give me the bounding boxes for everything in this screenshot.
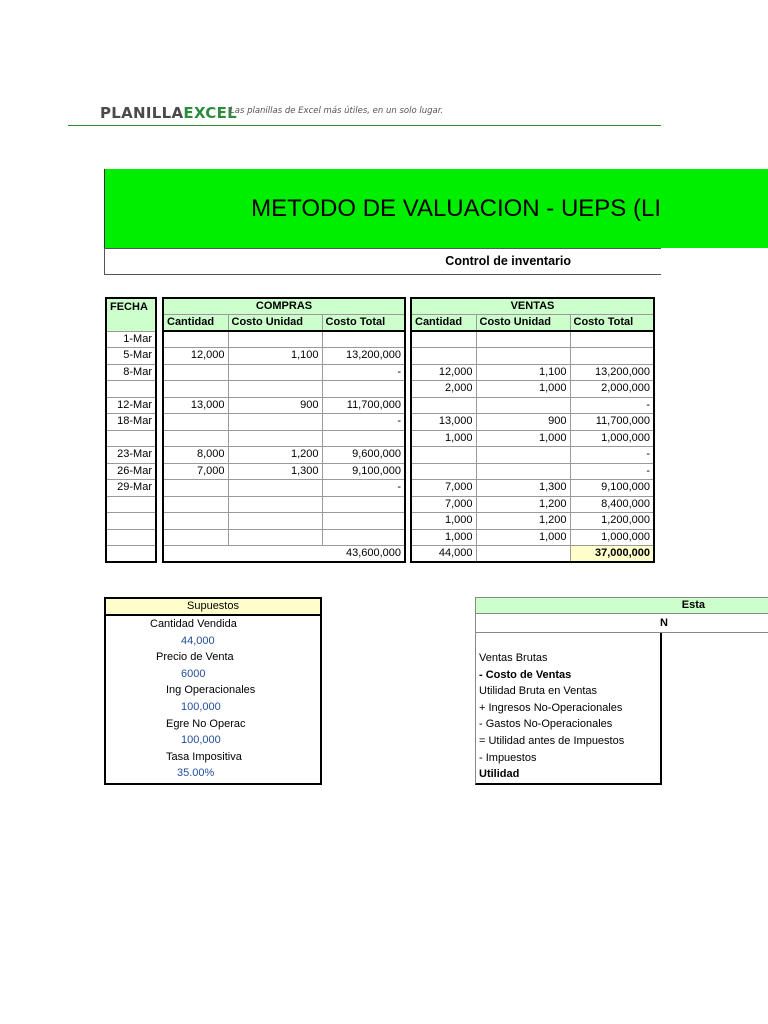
column-gap: [156, 447, 163, 464]
column-gap: [156, 397, 163, 414]
compras-costo-total-cell: [322, 430, 405, 447]
estado-title: Esta: [475, 597, 768, 614]
ing-operacionales-label: Ing Operacionales: [166, 684, 256, 697]
table-row: [106, 480, 405, 497]
estado-line: Utilidad: [479, 768, 520, 781]
brand-logo: [100, 104, 237, 122]
compras-cantidad-cell: [163, 480, 228, 497]
fecha-cell: 23-Mar: [106, 447, 156, 464]
compras-costo-total-header: Costo Total: [322, 315, 405, 332]
ventas-costo-unidad-cell: 1,300: [476, 480, 570, 497]
ventas-cantidad-header: Cantidad: [411, 315, 476, 332]
ventas-cantidad-cell: [411, 397, 476, 414]
ventas-cantidad-cell: 2,000: [411, 381, 476, 398]
table-row: [411, 397, 654, 414]
column-gap: [156, 430, 163, 447]
ventas-costo-total-header: Costo Total: [570, 315, 654, 332]
compras-costo-unidad-cell: [228, 430, 322, 447]
column-gap: [156, 513, 163, 530]
page-title: METODO DE VALUACION - UEPS (LI: [251, 195, 661, 222]
table-row: [106, 513, 405, 530]
compras-costo-total-cell: [322, 381, 405, 398]
table-row: [411, 331, 654, 348]
supuestos-panel: [104, 597, 322, 785]
fecha-cell: [106, 430, 156, 447]
compras-costo-total-cell: -: [322, 364, 405, 381]
compras-costo-total-cell: 9,100,000: [322, 463, 405, 480]
ventas-cantidad-cell: 1,000: [411, 430, 476, 447]
table-row: [106, 397, 405, 414]
ventas-costo-total-cell: -: [570, 447, 654, 464]
compras-total-cell: 43,600,000: [163, 546, 405, 563]
ventas-costo-unidad-cell: [476, 331, 570, 348]
ventas-costo-total-cell: 8,400,000: [570, 496, 654, 513]
ventas-costo-total-cell: 2,000,000: [570, 381, 654, 398]
brand-logo-part2: EXCEL: [183, 104, 238, 122]
ventas-cantidad-total-cell: 44,000: [411, 546, 476, 563]
table-row: [411, 529, 654, 546]
compras-costo-unidad-cell: 1,100: [228, 348, 322, 365]
table-row: [411, 463, 654, 480]
ventas-costo-total-cell: 1,000,000: [570, 430, 654, 447]
compras-cantidad-cell: [163, 513, 228, 530]
compras-cantidad-cell: 8,000: [163, 447, 228, 464]
table-row: [106, 496, 405, 513]
table-row: [411, 513, 654, 530]
column-gap: [156, 331, 163, 348]
egre-no-operac-label: Egre No Operac: [166, 717, 246, 730]
compras-costo-total-cell: [322, 496, 405, 513]
ventas-cantidad-cell: 1,000: [411, 513, 476, 530]
compras-cantidad-cell: 13,000: [163, 397, 228, 414]
compras-costo-total-cell: 11,700,000: [322, 397, 405, 414]
column-gap: [156, 546, 163, 563]
compras-cantidad-header: Cantidad: [163, 315, 228, 332]
tasa-impositiva-value: 35.00%: [177, 767, 215, 780]
compras-costo-unidad-cell: 900: [228, 397, 322, 414]
compras-table: [105, 297, 406, 563]
ing-operacionales-value: 100,000: [181, 700, 221, 713]
fecha-cell: 8-Mar: [106, 364, 156, 381]
compras-costo-unidad-cell: [228, 331, 322, 348]
compras-cantidad-cell: [163, 331, 228, 348]
ventas-costo-total-cell: -: [570, 463, 654, 480]
compras-costo-unidad-cell: 1,200: [228, 447, 322, 464]
supuestos-title: Supuestos: [106, 599, 320, 616]
ventas-costo-unidad-cell: 1,100: [476, 364, 570, 381]
ventas-costo-unidad-cell: 1,000: [476, 430, 570, 447]
ventas-cantidad-cell: 7,000: [411, 496, 476, 513]
cantidad-vendida-value: 44,000: [181, 634, 215, 647]
ventas-costo-unidad-cell: 1,000: [476, 529, 570, 546]
ventas-header: VENTAS: [411, 298, 654, 315]
egre-no-operac-value: 100,000: [181, 734, 221, 747]
column-gap: [156, 364, 163, 381]
ventas-total-cell: 37,000,000: [570, 546, 654, 563]
totals-row: [106, 546, 405, 563]
header-divider: [68, 125, 661, 126]
ventas-cantidad-cell: [411, 331, 476, 348]
estado-line: - Costo de Ventas: [479, 668, 572, 681]
ventas-costo-total-cell: 1,000,000: [570, 529, 654, 546]
table-row: [411, 364, 654, 381]
compras-cantidad-cell: [163, 364, 228, 381]
compras-costo-total-cell: 13,200,000: [322, 348, 405, 365]
ventas-costo-total-cell: 1,200,000: [570, 513, 654, 530]
table-row: [106, 430, 405, 447]
ventas-costo-unidad-cell: [476, 348, 570, 365]
ventas-costo-unidad-cell: 1,200: [476, 496, 570, 513]
page-subtitle: Control de inventario: [104, 248, 661, 275]
compras-cantidad-cell: [163, 414, 228, 431]
column-gap: [156, 348, 163, 365]
ventas-costo-unidad-cell: [476, 447, 570, 464]
ventas-costo-unidad-cell: 1,200: [476, 513, 570, 530]
column-gap: [156, 414, 163, 431]
estado-line: + Ingresos No-Operacionales: [479, 701, 623, 714]
ventas-costo-total-cell: [570, 348, 654, 365]
ventas-costo-total-cell: 11,700,000: [570, 414, 654, 431]
column-gap: [156, 496, 163, 513]
fecha-cell: 26-Mar: [106, 463, 156, 480]
table-row: [411, 381, 654, 398]
fecha-cell: [106, 529, 156, 546]
table-row: [411, 480, 654, 497]
ventas-cantidad-cell: 7,000: [411, 480, 476, 497]
fecha-cell: 18-Mar: [106, 414, 156, 431]
compras-costo-total-cell: -: [322, 414, 405, 431]
ventas-costo-total-cell: 13,200,000: [570, 364, 654, 381]
compras-costo-unidad-cell: [228, 364, 322, 381]
estado-line: - Gastos No-Operacionales: [479, 718, 613, 731]
precio-venta-label: Precio de Venta: [156, 651, 234, 664]
compras-costo-total-cell: 9,600,000: [322, 447, 405, 464]
brand-logo-part1: PLANILLA: [100, 104, 184, 122]
compras-costo-total-cell: [322, 513, 405, 530]
table-row: [106, 414, 405, 431]
cantidad-vendida-label: Cantidad Vendida: [150, 618, 237, 630]
compras-costo-unidad-cell: 1,300: [228, 463, 322, 480]
ventas-cantidad-cell: [411, 463, 476, 480]
compras-cantidad-cell: [163, 529, 228, 546]
ventas-costo-unidad-header: Costo Unidad: [476, 315, 570, 332]
fecha-cell: 5-Mar: [106, 348, 156, 365]
fecha-cell: [106, 381, 156, 398]
compras-costo-unidad-cell: [228, 414, 322, 431]
fecha-cell: 29-Mar: [106, 480, 156, 497]
compras-costo-unidad-cell: [228, 513, 322, 530]
table-row: [411, 496, 654, 513]
estado-line: Utilidad Bruta en Ventas: [479, 685, 598, 698]
compras-cantidad-cell: 7,000: [163, 463, 228, 480]
table-row: [106, 447, 405, 464]
fecha-header: FECHA: [106, 298, 156, 331]
compras-costo-unidad-cell: [228, 381, 322, 398]
compras-header: COMPRAS: [163, 298, 405, 315]
column-gap: [156, 463, 163, 480]
table-row: [106, 529, 405, 546]
table-row: [106, 364, 405, 381]
compras-costo-unidad-cell: [228, 480, 322, 497]
fecha-cell: [106, 513, 156, 530]
compras-cantidad-cell: [163, 430, 228, 447]
compras-costo-total-cell: [322, 331, 405, 348]
ventas-cantidad-cell: 12,000: [411, 364, 476, 381]
fecha-total-cell: [106, 546, 156, 563]
table-row: [106, 381, 405, 398]
estado-line: - Impuestos: [479, 751, 537, 764]
table-row: [411, 430, 654, 447]
ventas-table: [410, 297, 655, 563]
ventas-costo-unidad-cell: 900: [476, 414, 570, 431]
compras-costo-unidad-header: Costo Unidad: [228, 315, 322, 332]
ventas-costo-unidad-total-cell: [476, 546, 570, 563]
compras-costo-total-cell: [322, 529, 405, 546]
table-row: [411, 447, 654, 464]
estado-panel: [475, 633, 662, 785]
ventas-costo-total-cell: 9,100,000: [570, 480, 654, 497]
compras-cantidad-cell: [163, 381, 228, 398]
table-row: [106, 348, 405, 365]
table-row: [411, 414, 654, 431]
compras-costo-unidad-cell: [228, 529, 322, 546]
ventas-cantidad-cell: [411, 447, 476, 464]
ventas-costo-unidad-cell: [476, 397, 570, 414]
ventas-costo-total-cell: -: [570, 397, 654, 414]
table-row: [106, 463, 405, 480]
column-gap: [156, 381, 163, 398]
compras-cantidad-cell: 12,000: [163, 348, 228, 365]
ventas-cantidad-cell: [411, 348, 476, 365]
tasa-impositiva-label: Tasa Impositiva: [166, 750, 242, 763]
ventas-costo-unidad-cell: [476, 463, 570, 480]
ventas-costo-total-cell: [570, 331, 654, 348]
precio-venta-value: 6000: [181, 667, 206, 680]
column-gap: [156, 529, 163, 546]
brand-tagline: Las planillas de Excel más útiles, en un solo lugar.: [230, 106, 444, 116]
fecha-cell: 12-Mar: [106, 397, 156, 414]
table-row: [411, 348, 654, 365]
fecha-cell: [106, 496, 156, 513]
totals-row: [411, 546, 654, 563]
ventas-costo-unidad-cell: 1,000: [476, 381, 570, 398]
column-gap: [156, 480, 163, 497]
compras-costo-unidad-cell: [228, 496, 322, 513]
estado-line: Ventas Brutas: [479, 652, 548, 664]
ventas-cantidad-cell: 1,000: [411, 529, 476, 546]
compras-cantidad-cell: [163, 496, 228, 513]
estado-line: = Utilidad antes de Impuestos: [479, 734, 625, 747]
fecha-cell: 1-Mar: [106, 331, 156, 348]
estado-subtitle: N: [475, 614, 768, 633]
table-row: [106, 331, 405, 348]
ventas-cantidad-cell: 13,000: [411, 414, 476, 431]
compras-costo-total-cell: -: [322, 480, 405, 497]
